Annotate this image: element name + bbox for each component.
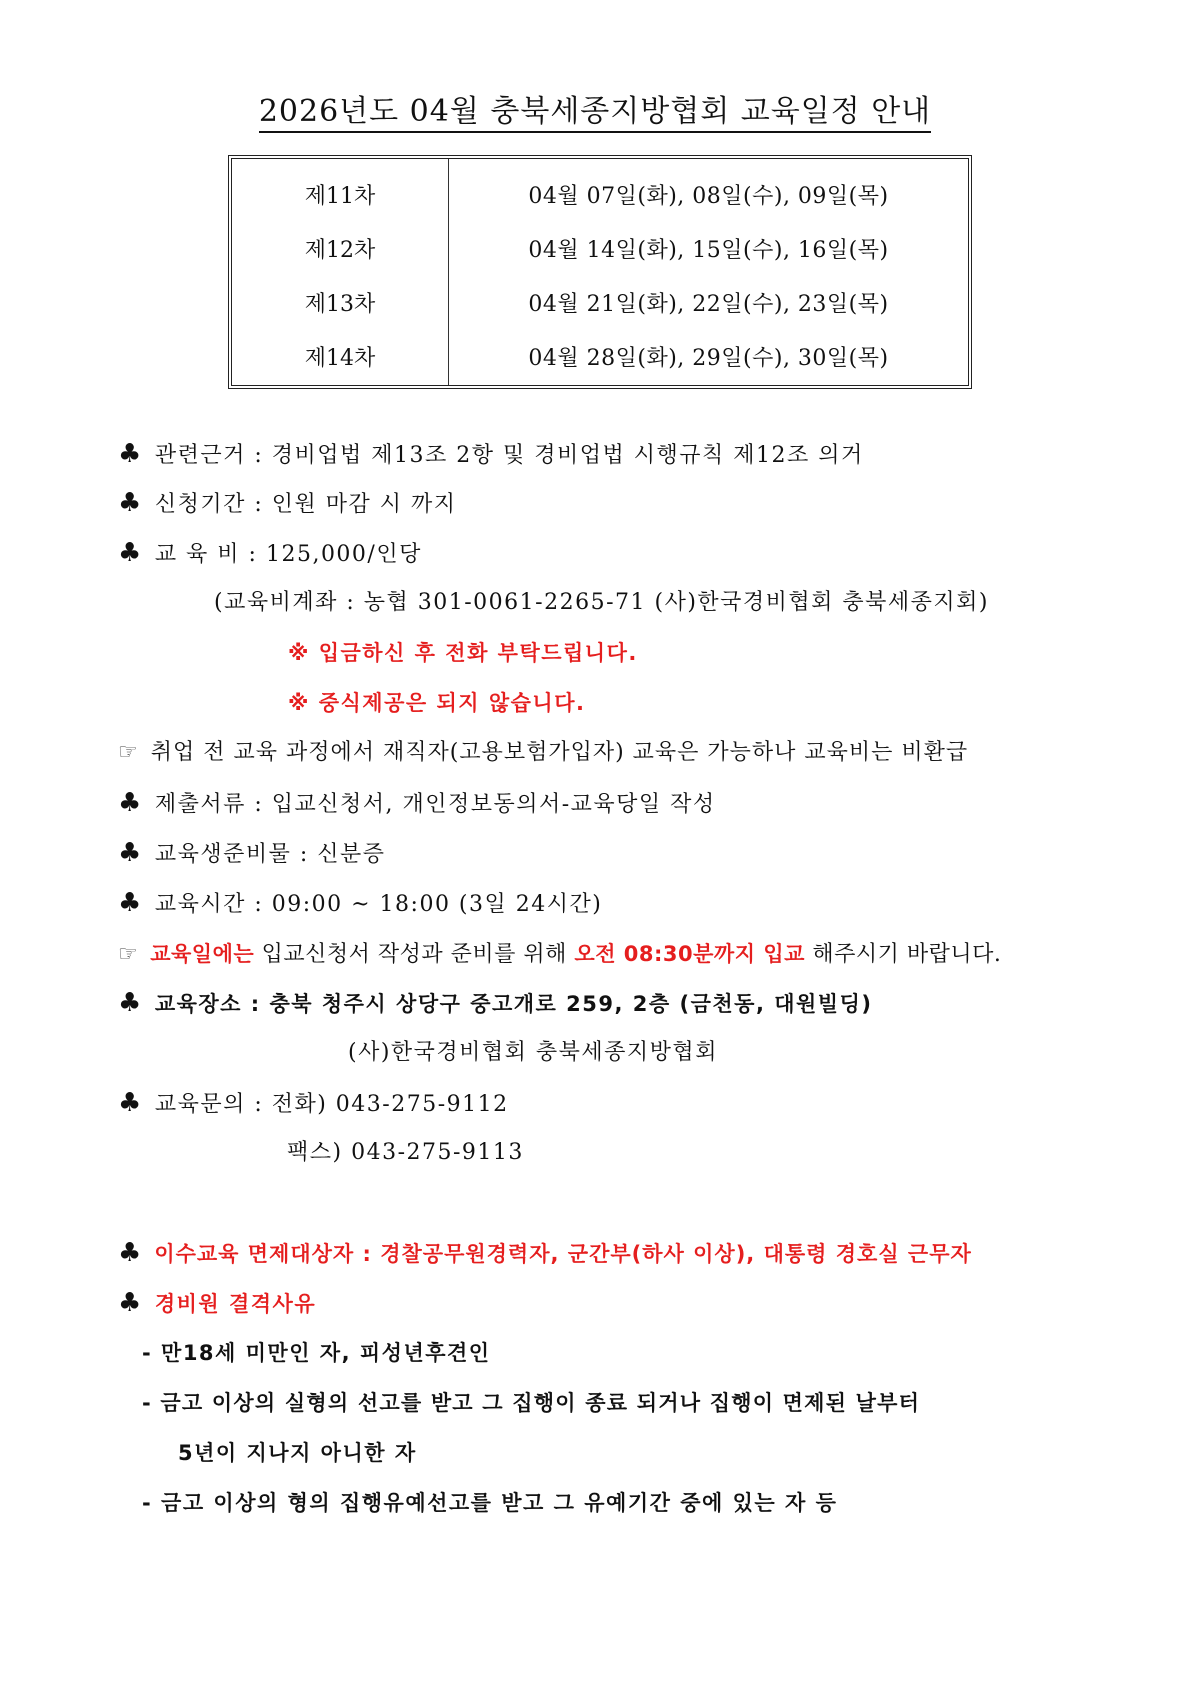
club-icon: ♣ [118, 439, 143, 469]
club-icon: ♣ [118, 1088, 143, 1118]
hours-text: 교육시간 : 09:00 ~ 18:00 (3일 24시간) [154, 892, 603, 917]
table-row [232, 339, 968, 379]
club-icon: ♣ [118, 838, 143, 868]
pointing-hand-icon: ☞ [118, 740, 139, 765]
disqualification-item-continued: 5년이 지나지 아니한 자 [178, 1441, 417, 1465]
table-row [232, 177, 968, 217]
club-icon: ♣ [118, 888, 143, 918]
arrival-highlight-day: 교육일에는 [150, 942, 255, 966]
disqualification-item: - 만18세 미만인 자, 피성년후견인 [142, 1341, 491, 1365]
arrival-line [118, 937, 1001, 972]
location-text: 교육장소 : 충북 청주시 상당구 중고개로 259, 2층 (금천동, 대원빌딩) [154, 992, 873, 1016]
schedule-table [228, 155, 972, 389]
page-title: 2026년도 04월 충북세종지방협회 교육일정 안내 [0, 86, 1190, 130]
application-period-text: 신청기간 : 인원 마감 시 까지 [154, 492, 457, 517]
club-icon: ♣ [118, 788, 143, 818]
dates-cell: 04월 14일(화), 15일(수), 16일(목) [528, 238, 889, 263]
fee-text: 교 육 비 : 125,000/인당 [154, 542, 422, 567]
arrival-text: 입교신청서 작성과 준비를 위해 [254, 942, 575, 967]
account-line: (교육비계좌 : 농협 301-0061-2265-71 (사)한국경비협회 충북세종지회) [214, 590, 990, 615]
disqualification-item: - 금고 이상의 형의 집행유예선고를 받고 그 유예기간 중에 있는 자 등 [142, 1491, 838, 1515]
application-period-line [118, 486, 456, 522]
exemption-line [118, 1236, 972, 1272]
disqualification-item: - 금고 이상의 실형의 선고를 받고 그 집행이 종료 되거나 집행이 면제된 날부터 [142, 1391, 921, 1415]
dates-cell: 04월 21일(화), 22일(수), 23일(목) [528, 292, 889, 317]
location-line [118, 986, 872, 1021]
table-row [232, 285, 968, 325]
club-icon: ♣ [118, 1288, 143, 1318]
disqualification-title-line [118, 1286, 316, 1322]
dates-cell: 04월 28일(화), 29일(수), 30일(목) [528, 346, 889, 371]
dates-cell: 04월 07일(화), 08일(수), 09일(목) [528, 184, 889, 209]
table-row [232, 231, 968, 271]
inquiry-phone-text: 교육문의 : 전화) 043-275-9112 [154, 1092, 509, 1117]
club-icon: ♣ [118, 988, 143, 1018]
basis-line [118, 437, 864, 473]
club-icon: ♣ [118, 538, 143, 568]
inquiry-fax: 팩스) 043-275-9113 [287, 1140, 524, 1165]
refund-note-text: 취업 전 교육 과정에서 재직자(고용보험가입자) 교육은 가능하나 교육비는 비환급 [150, 740, 969, 765]
documents-text: 제출서류 : 입교신청서, 개인정보동의서-교육당일 작성 [154, 792, 716, 817]
arrival-highlight-time: 오전 08:30분까지 입교 [574, 942, 805, 966]
session-cell: 제13차 [304, 292, 376, 317]
inquiry-phone-line [118, 1086, 509, 1122]
club-icon: ♣ [118, 488, 143, 518]
fee-line [118, 536, 422, 572]
supplies-text: 교육생준비물 : 신분증 [154, 842, 386, 867]
pointing-hand-icon: ☞ [118, 942, 139, 967]
supplies-line [118, 836, 385, 872]
notice-lunch: ※ 중식제공은 되지 않습니다. [288, 691, 586, 715]
club-icon: ♣ [118, 1238, 143, 1268]
arrival-text-end: 해주시기 바랍니다. [804, 942, 1002, 967]
notice-call: ※ 입금하신 후 전화 부탁드립니다. [288, 641, 638, 665]
location-org: (사)한국경비협회 충북세종지방협회 [348, 1040, 718, 1065]
hours-line [118, 886, 602, 922]
disqualification-title: 경비원 결격사유 [154, 1292, 317, 1316]
basis-text: 관련근거 : 경비업법 제13조 2항 및 경비업법 시행규칙 제12조 의거 [154, 443, 864, 468]
session-cell: 제12차 [304, 238, 376, 263]
documents-line [118, 786, 716, 822]
exemption-text: 이수교육 면제대상자 : 경찰공무원경력자, 군간부(하사 이상), 대통령 경호실 근무자 [154, 1242, 972, 1266]
refund-note-line [118, 736, 968, 770]
session-cell: 제14차 [304, 346, 376, 371]
session-cell: 제11차 [304, 184, 376, 209]
